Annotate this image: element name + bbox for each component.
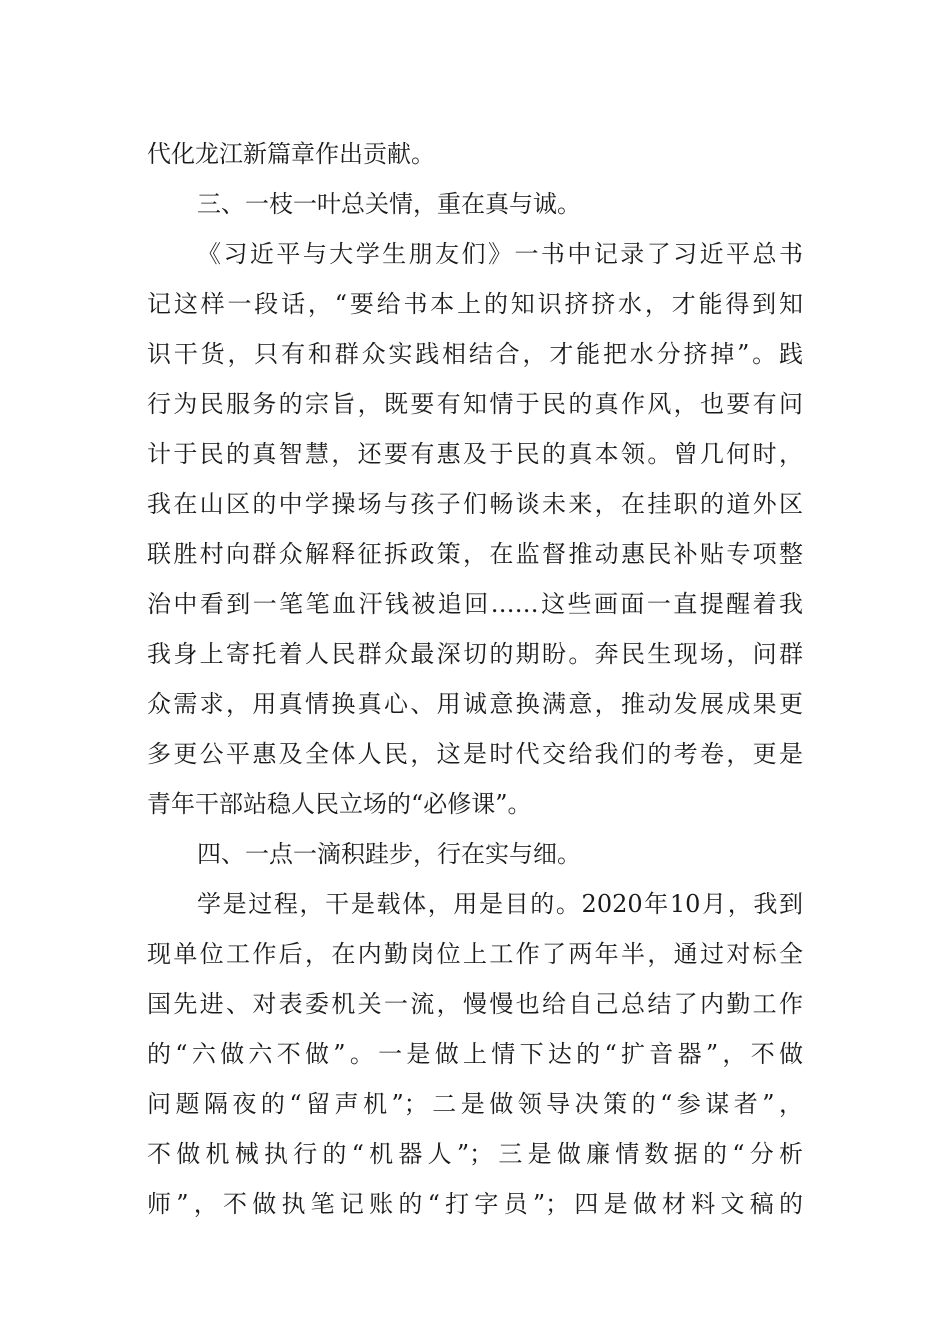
section-heading: 四、一点一滴积跬步，行在实与细。 xyxy=(197,840,581,868)
text-line: 计于民的真智慧，还要有惠及于民的真本领。曾几何时， xyxy=(147,440,803,468)
text-line: 国先进、对表委机关一流，慢慢也给自己总结了内勤工作 xyxy=(147,990,803,1018)
text-line: 《习近平与大学生朋友们》一书中记录了习近平总书 xyxy=(197,240,803,268)
text-line: 不做机械执行的“机器人”；三是做廉情数据的“分析 xyxy=(147,1140,803,1168)
text-line: 行为民服务的宗旨，既要有知情于民的真作风，也要有问 xyxy=(147,390,803,418)
text-line: 联胜村向群众解释征拆政策，在监督推动惠民补贴专项整 xyxy=(147,540,803,568)
text-line: 我身上寄托着人民群众最深切的期盼。奔民生现场，问群 xyxy=(147,640,803,668)
text-line: 的“六做六不做”。一是做上情下达的“扩音器”，不做 xyxy=(147,1040,803,1068)
text-line: 学是过程，干是载体，用是目的。2020年10月，我到 xyxy=(197,890,803,918)
text-line: 众需求，用真情换真心、用诚意换满意，推动发展成果更 xyxy=(147,690,803,718)
text-line: 问题隔夜的“留声机”；二是做领导决策的“参谋者”， xyxy=(147,1090,803,1118)
text-line: 代化龙江新篇章作出贡献。 xyxy=(147,140,435,168)
text-line: 师”，不做执笔记账的“打字员”；四是做材料文稿的 xyxy=(147,1190,803,1218)
text-line: 治中看到一笔笔血汗钱被追回……这些画面一直提醒着我 xyxy=(147,590,803,618)
text-line: 现单位工作后，在内勤岗位上工作了两年半，通过对标全 xyxy=(147,940,803,968)
text-line: 记这样一段话，“要给书本上的知识挤挤水，才能得到知 xyxy=(147,290,803,318)
text-line: 我在山区的中学操场与孩子们畅谈未来，在挂职的道外区 xyxy=(147,490,803,518)
text-line: 青年干部站稳人民立场的“必修课”。 xyxy=(147,790,532,818)
section-heading: 三、一枝一叶总关情，重在真与诚。 xyxy=(197,190,581,218)
text-line: 识干货，只有和群众实践相结合，才能把水分挤掉”。践 xyxy=(147,340,803,368)
text-line: 多更公平惠及全体人民，这是时代交给我们的考卷，更是 xyxy=(147,740,803,768)
